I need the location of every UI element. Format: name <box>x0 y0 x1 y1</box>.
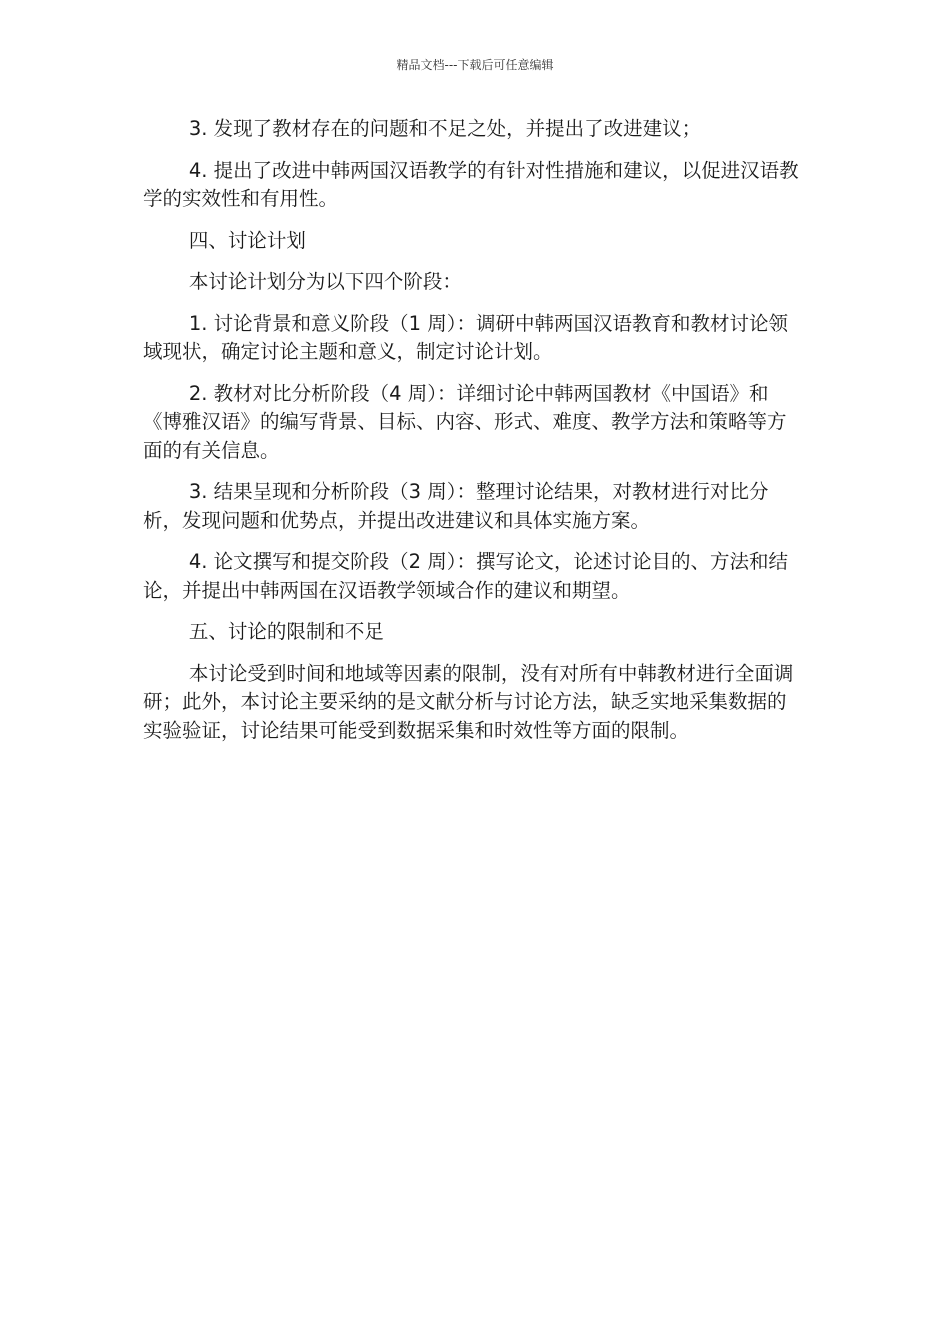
plan-stage-1: 1. 讨论背景和意义阶段（1 周）：调研中韩两国汉语教育和教材讨论领域现状，确定讨论主题和意义，制定讨论计划。 <box>143 311 788 363</box>
plan-intro: 本讨论计划分为以下四个阶段： <box>188 270 462 293</box>
section-heading-limitations: 五、讨论的限制和不足 <box>188 620 384 643</box>
list-item-findings-4: 4. 提出了改进中韩两国汉语教学的有针对性措施和建议，以促进汉语教学的实效性和有用性。 <box>143 158 799 210</box>
limitations-paragraph: 本讨论受到时间和地域等因素的限制，没有对所有中韩教材进行全面调研；此外，本讨论主要采纳的是文献分析与讨论方法，缺乏实地采集数据的实验验证，讨论结果可能受到数据采集和时效性等方面的限制。 <box>143 661 794 742</box>
list-item-findings-3: 3. 发现了教材存在的问题和不足之处，并提出了改进建议； <box>188 117 702 140</box>
section-heading-plan: 四、讨论计划 <box>188 228 306 252</box>
plan-stage-3: 3. 结果呈现和分析阶段（3 周）：整理讨论结果，对教材进行对比分析，发现问题和优势点，并提出改进建议和具体实施方案。 <box>143 480 769 532</box>
page-header: 精品文档---下载后可任意编辑 <box>396 58 554 72</box>
document-body <box>143 115 803 758</box>
plan-stage-2: 2. 教材对比分析阶段（4 周）：详细讨论中韩两国教材《中国语》和《博雅汉语》的编写背景、目标、内容、形式、难度、教学方法和策略等方面的有关信息。 <box>143 381 787 462</box>
plan-stage-4: 4. 论文撰写和提交阶段（2 周）：撰写论文，论述讨论目的、方法和结论，并提出中韩两国在汉语教学领域合作的建议和期望。 <box>143 550 788 602</box>
